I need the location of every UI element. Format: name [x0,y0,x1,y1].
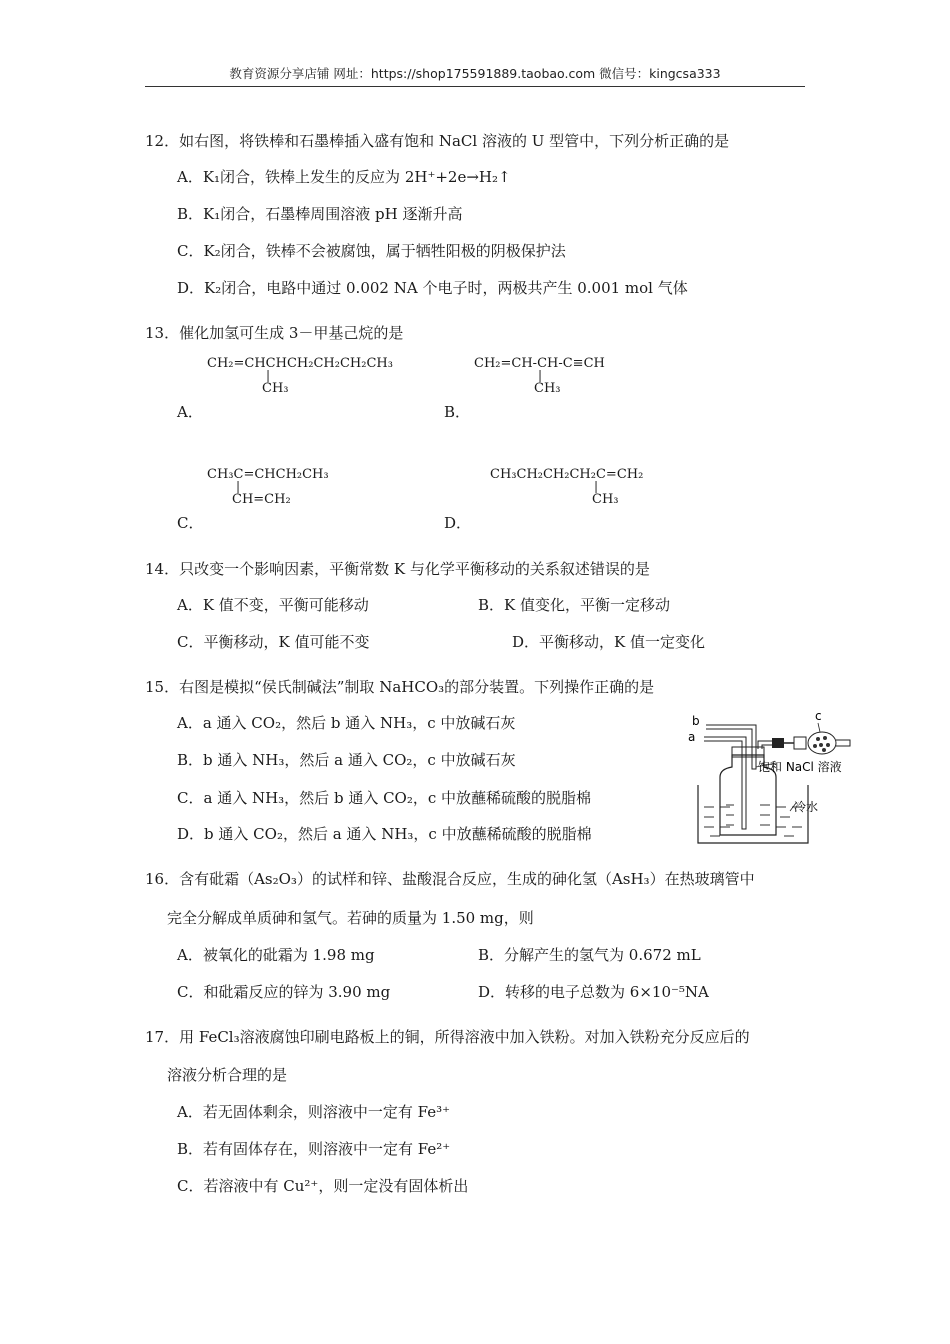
q13-option-c-label: C． [177,514,204,532]
apparatus-figure [680,705,860,850]
q13-option-b-label: B． [444,403,471,421]
q14-option-a: A．K 值不变，平衡可能移动 [177,596,369,614]
q13-c-vinyl: CH=CH₂ [232,492,291,507]
q12-option-c: C．K₂闭合，铁棒不会被腐蚀，属于牺牲阳极的阴极保护法 [177,242,566,260]
header-rule [145,86,805,87]
q13-d-methyl: CH₃ [592,492,619,507]
q13-b-bond: | [538,368,543,382]
q13-a-formula: CH₂=CHCHCH₂CH₂CH₂CH₃ [207,356,393,371]
q17-option-c: C．若溶液中有 Cu²⁺，则一定没有固体析出 [177,1177,469,1195]
q15-stem: 15．右图是模拟“侯氏制碱法”制取 NaHCO₃的部分装置。下列操作正确的是 [145,678,655,696]
q15-option-c: C．a 通入 NH₃，然后 b 通入 CO₂，c 中放蘸稀硫酸的脱脂棉 [177,789,592,807]
q16-option-d: D．转移的电子总数为 6×10⁻⁵NA [478,983,709,1001]
q14-option-d: D．平衡移动，K 值一定变化 [512,633,706,651]
label-nacl: 饱和 NaCl 溶液 [758,760,842,774]
q16-stem-line2: 完全分解成单质砷和氢气。若砷的质量为 1.50 mg，则 [167,909,534,927]
q13-option-a-label: A． [177,403,203,421]
q13-b-formula: CH₂=CH-CH-C≡CH [474,356,605,371]
label-c: c [815,709,822,723]
q13-d-bond: | [594,479,599,493]
q12-option-d: D．K₂闭合，电路中通过 0.002 NA 个电子时，两极共产生 0.001 mol 气体 [177,279,688,297]
q12-stem: 12．如右图，将铁棒和石墨棒插入盛有饱和 NaCl 溶液的 U 型管中，下列分析正确的是 [145,132,730,150]
q12-option-a: A．K₁闭合，铁棒上发生的反应为 2H⁺+2e→H₂↑ [177,168,511,186]
q17-stem-line2: 溶液分析合理的是 [167,1066,288,1084]
q14-option-c: C．平衡移动，K 值可能不变 [177,633,370,651]
q13-d-formula: CH₃CH₂CH₂CH₂C=CH₂ [490,467,644,482]
q15-option-b: B．b 通入 NH₃，然后 a 通入 CO₂，c 中放碱石灰 [177,751,516,769]
q16-option-b: B．分解产生的氢气为 0.672 mL [478,946,701,964]
q13-option-d-label: D． [444,514,472,532]
q13-c-bond: | [236,479,241,493]
q17-option-a: A．若无固体剩余，则溶液中一定有 Fe³⁺ [177,1103,450,1121]
q13-stem: 13．催化加氢可生成 3－甲基己烷的是 [145,324,404,342]
q15-option-d: D．b 通入 CO₂，然后 a 通入 NH₃，c 中放蘸稀硫酸的脱脂棉 [177,825,592,843]
label-b: b [692,714,700,728]
q17-stem-line1: 17．用 FeCl₃溶液腐蚀印刷电路板上的铜，所得溶液中加入铁粉。对加入铁粉充分反应后的 [145,1028,750,1046]
q13-b-methyl: CH₃ [534,381,561,396]
q14-option-b: B．K 值变化，平衡一定移动 [478,596,670,614]
cold-water [704,807,802,836]
q13-a-bond: | [266,368,271,382]
q13-c-formula: CH₃C=CHCH₂CH₃ [207,467,329,482]
q12-option-b: B．K₁闭合，石墨棒周围溶液 pH 逐渐升高 [177,205,463,223]
q17-option-b: B．若有固体存在，则溶液中一定有 Fe²⁺ [177,1140,451,1158]
q13-a-methyl: CH₃ [262,381,289,396]
q14-stem: 14．只改变一个影响因素，平衡常数 K 与化学平衡移动的关系叙述错误的是 [145,560,650,578]
q15-option-a: A．a 通入 CO₂，然后 b 通入 NH₃，c 中放碱石灰 [177,714,516,732]
page-header: 教育资源分享店铺 网址：https://shop175591889.taobao.com 微信号：kingcsa333 [229,66,721,81]
q16-stem-line1: 16．含有砒霜（As₂O₃）的试样和锌、盐酸混合反应，生成的砷化氢（AsH₃）在热玻璃管中 [145,870,755,888]
label-a: a [688,730,696,744]
label-cold-water: 冷水 [794,800,819,814]
q16-option-c: C．和砒霜反应的锌为 3.90 mg [177,983,391,1001]
q16-option-a: A．被氧化的砒霜为 1.98 mg [177,946,375,964]
